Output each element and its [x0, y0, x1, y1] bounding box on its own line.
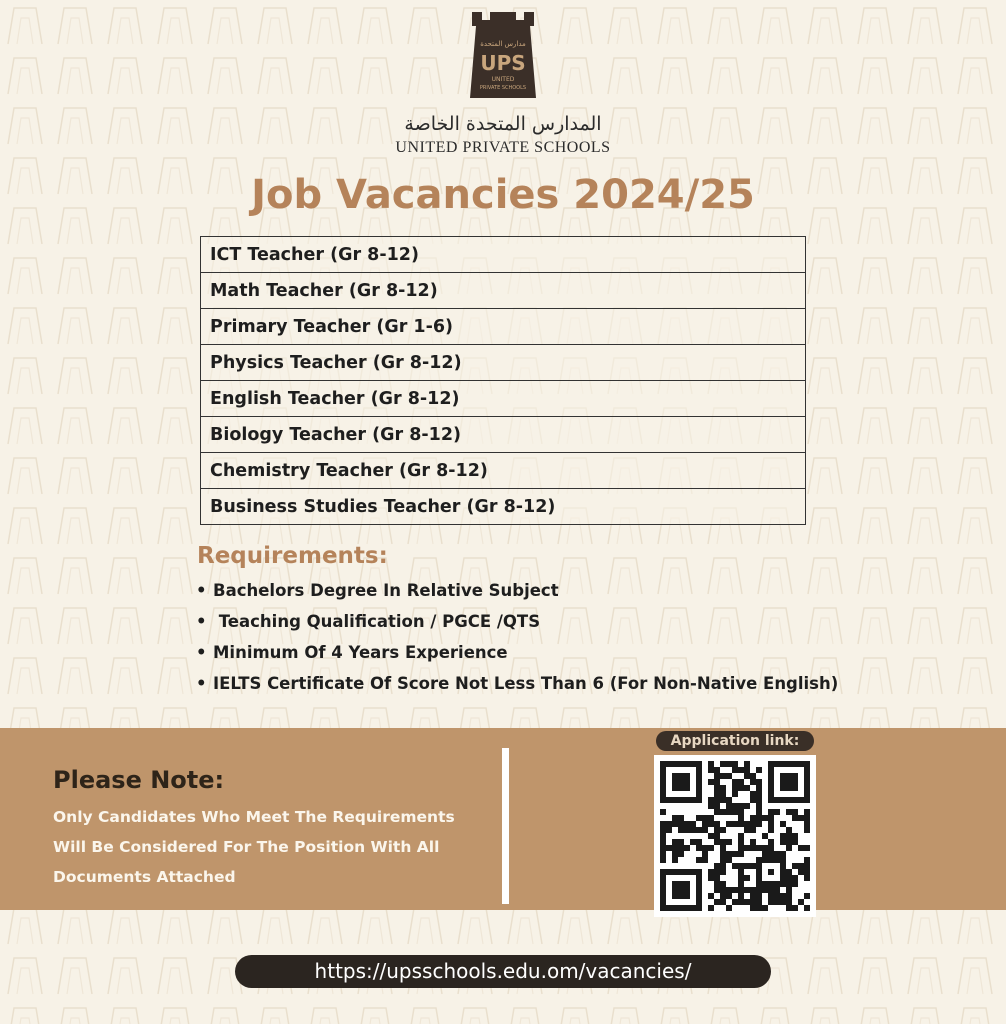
vacancy-row [201, 417, 806, 453]
application-link-label: Application link: [656, 731, 814, 751]
vacancy-row [201, 489, 806, 525]
bullet-icon: • [196, 581, 207, 600]
vacancies-table [200, 236, 806, 525]
requirement-item [196, 672, 838, 703]
vacancy-row [201, 381, 806, 417]
requirement-item [196, 610, 838, 641]
requirement-item [196, 579, 838, 610]
vacancy-row [201, 345, 806, 381]
vacancy-cell: Physics Teacher (Gr 8-12) [201, 345, 806, 381]
requirement-text: Bachelors Degree In Relative Subject [213, 581, 559, 600]
castle-tower-logo-icon [460, 12, 546, 100]
requirement-text: IELTS Certificate Of Score Not Less Than 6 (For Non-Native English) [213, 674, 839, 693]
vacancy-row [201, 237, 806, 273]
vacancy-cell: Biology Teacher (Gr 8-12) [201, 417, 806, 453]
logo-letters: UPS [480, 51, 526, 75]
logo-arabic-text: مدارس المتحدة [480, 40, 526, 48]
logo-sub2: PRIVATE SCHOOLS [479, 85, 527, 91]
note-body [53, 802, 473, 892]
application-url-link[interactable]: https://upsschools.edu.om/vacancies/ [235, 955, 771, 988]
school-name-english: UNITED PRIVATE SCHOOLS [395, 139, 611, 156]
requirement-item [196, 641, 838, 672]
vacancy-cell: Primary Teacher (Gr 1-6) [201, 309, 806, 345]
qr-code-graphic [660, 761, 810, 911]
note-line: Will Be Considered For The Position With All [53, 838, 440, 856]
requirements-list [196, 579, 838, 703]
note-line: Only Candidates Who Meet The Requirements [53, 808, 455, 826]
requirements-heading: Requirements: [197, 543, 388, 569]
bullet-icon: • [196, 643, 207, 662]
qr-code-icon[interactable] [654, 755, 816, 917]
note-heading: Please Note: [53, 766, 225, 794]
vacancy-cell: Business Studies Teacher (Gr 8-12) [201, 489, 806, 525]
requirement-text: Teaching Qualification / PGCE /QTS [213, 612, 541, 631]
bullet-icon: • [196, 612, 207, 631]
vacancy-row [201, 273, 806, 309]
page-title: Job Vacancies 2024/25 [251, 172, 755, 218]
vacancy-row [201, 453, 806, 489]
vacancy-cell: ICT Teacher (Gr 8-12) [201, 237, 806, 273]
divider [502, 748, 509, 904]
vacancy-cell: Chemistry Teacher (Gr 8-12) [201, 453, 806, 489]
bullet-icon: • [196, 674, 207, 693]
note-line: Documents Attached [53, 868, 236, 886]
requirement-text: Minimum Of 4 Years Experience [213, 643, 508, 662]
vacancy-cell: English Teacher (Gr 8-12) [201, 381, 806, 417]
school-name-arabic: المدارس المتحدة الخاصة [404, 113, 602, 135]
logo-sub1: UNITED [491, 76, 515, 83]
vacancy-row [201, 309, 806, 345]
vacancy-cell: Math Teacher (Gr 8-12) [201, 273, 806, 309]
